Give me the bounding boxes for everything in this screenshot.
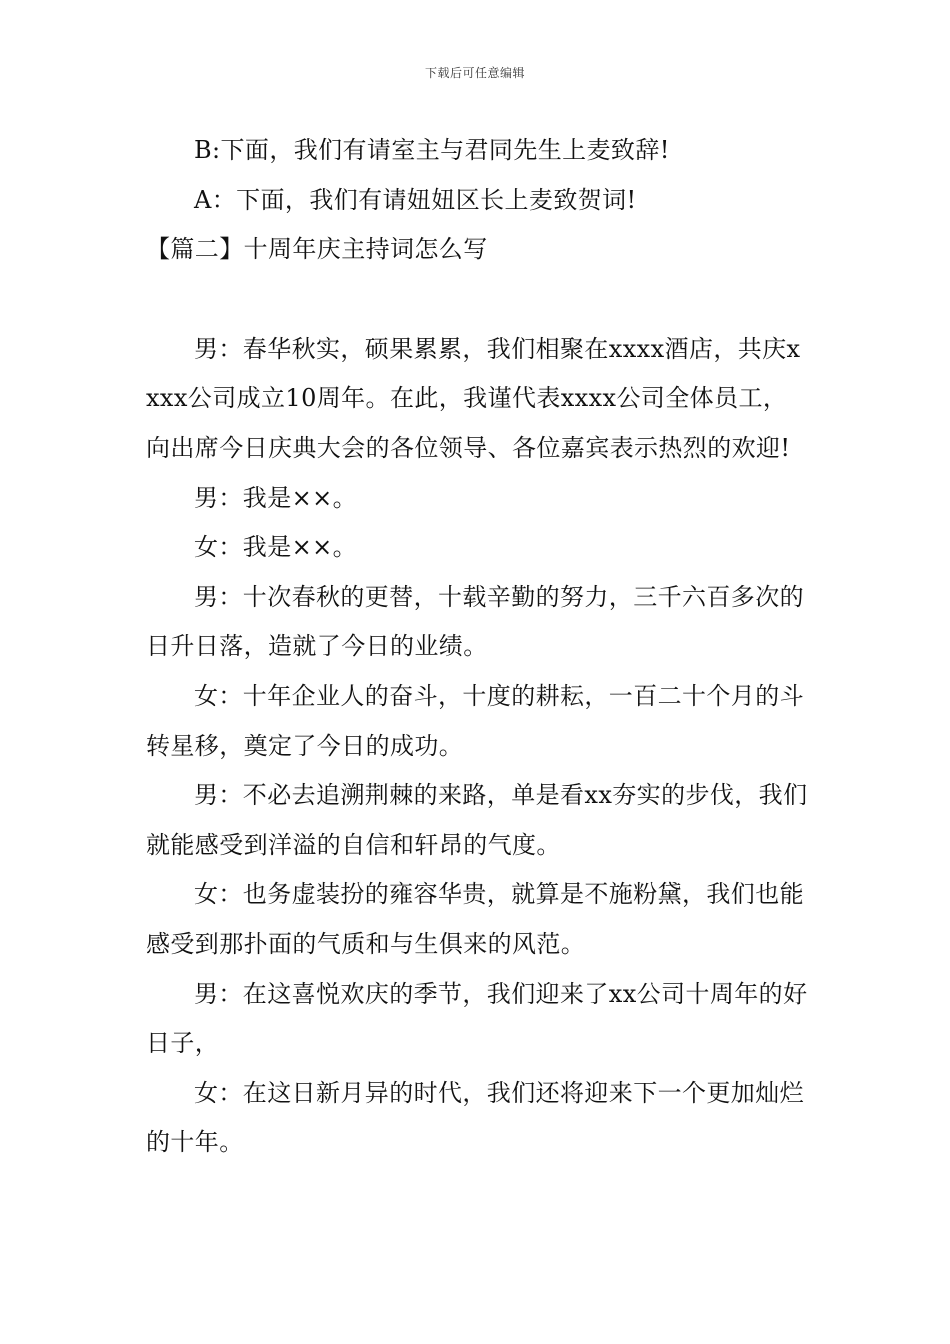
- section-title: 【篇二】十周年庆主持词怎么写: [146, 235, 488, 264]
- script-paragraph: 女：我是××。: [194, 533, 358, 562]
- intro-line-b: B:下面，我们有请室主与君同先生上麦致辞!: [194, 136, 670, 164]
- intro-line-a: A：下面，我们有请妞妞区长上麦致贺词!: [194, 185, 637, 214]
- script-paragraph: 女：在这日新月异的时代，我们还将迎来下一个更加灿烂的十年。: [146, 1078, 804, 1157]
- script-paragraph: 男：十次春秋的更替，十载辛勤的努力，三千六百多次的日升日落，造就了今日的业绩。: [146, 582, 804, 661]
- script-paragraph: 男：我是××。: [194, 483, 358, 512]
- script-paragraph: 女：十年企业人的奋斗，十度的耕耘，一百二十个月的斗转星移，奠定了今日的成功。: [146, 681, 804, 760]
- script-paragraph: 男：在这喜悦欢庆的季节，我们迎来了xx公司十周年的好日子，: [146, 979, 808, 1058]
- script-paragraph: 男：不必去追溯荆棘的来路，单是看xx夯实的步伐，我们就能感受到洋溢的自信和轩昂的气度。: [146, 781, 808, 859]
- document-body: [146, 126, 810, 1168]
- header-note: 下载后可任意编辑: [424, 66, 525, 80]
- script-paragraph: 女：也务虚装扮的雍容华贵，就算是不施粉黛，我们也能感受到那扑面的气质和与生俱来的风范。: [146, 880, 804, 958]
- script-paragraph: 男：春华秋实，硕果累累，我们相聚在xxxx酒店，共庆xxxx公司成立10周年。在此，我谨代表xxxx公司全体员工，向出席今日庆典大会的各位领导、各位嘉宾表示热烈的欢迎!: [146, 334, 801, 462]
